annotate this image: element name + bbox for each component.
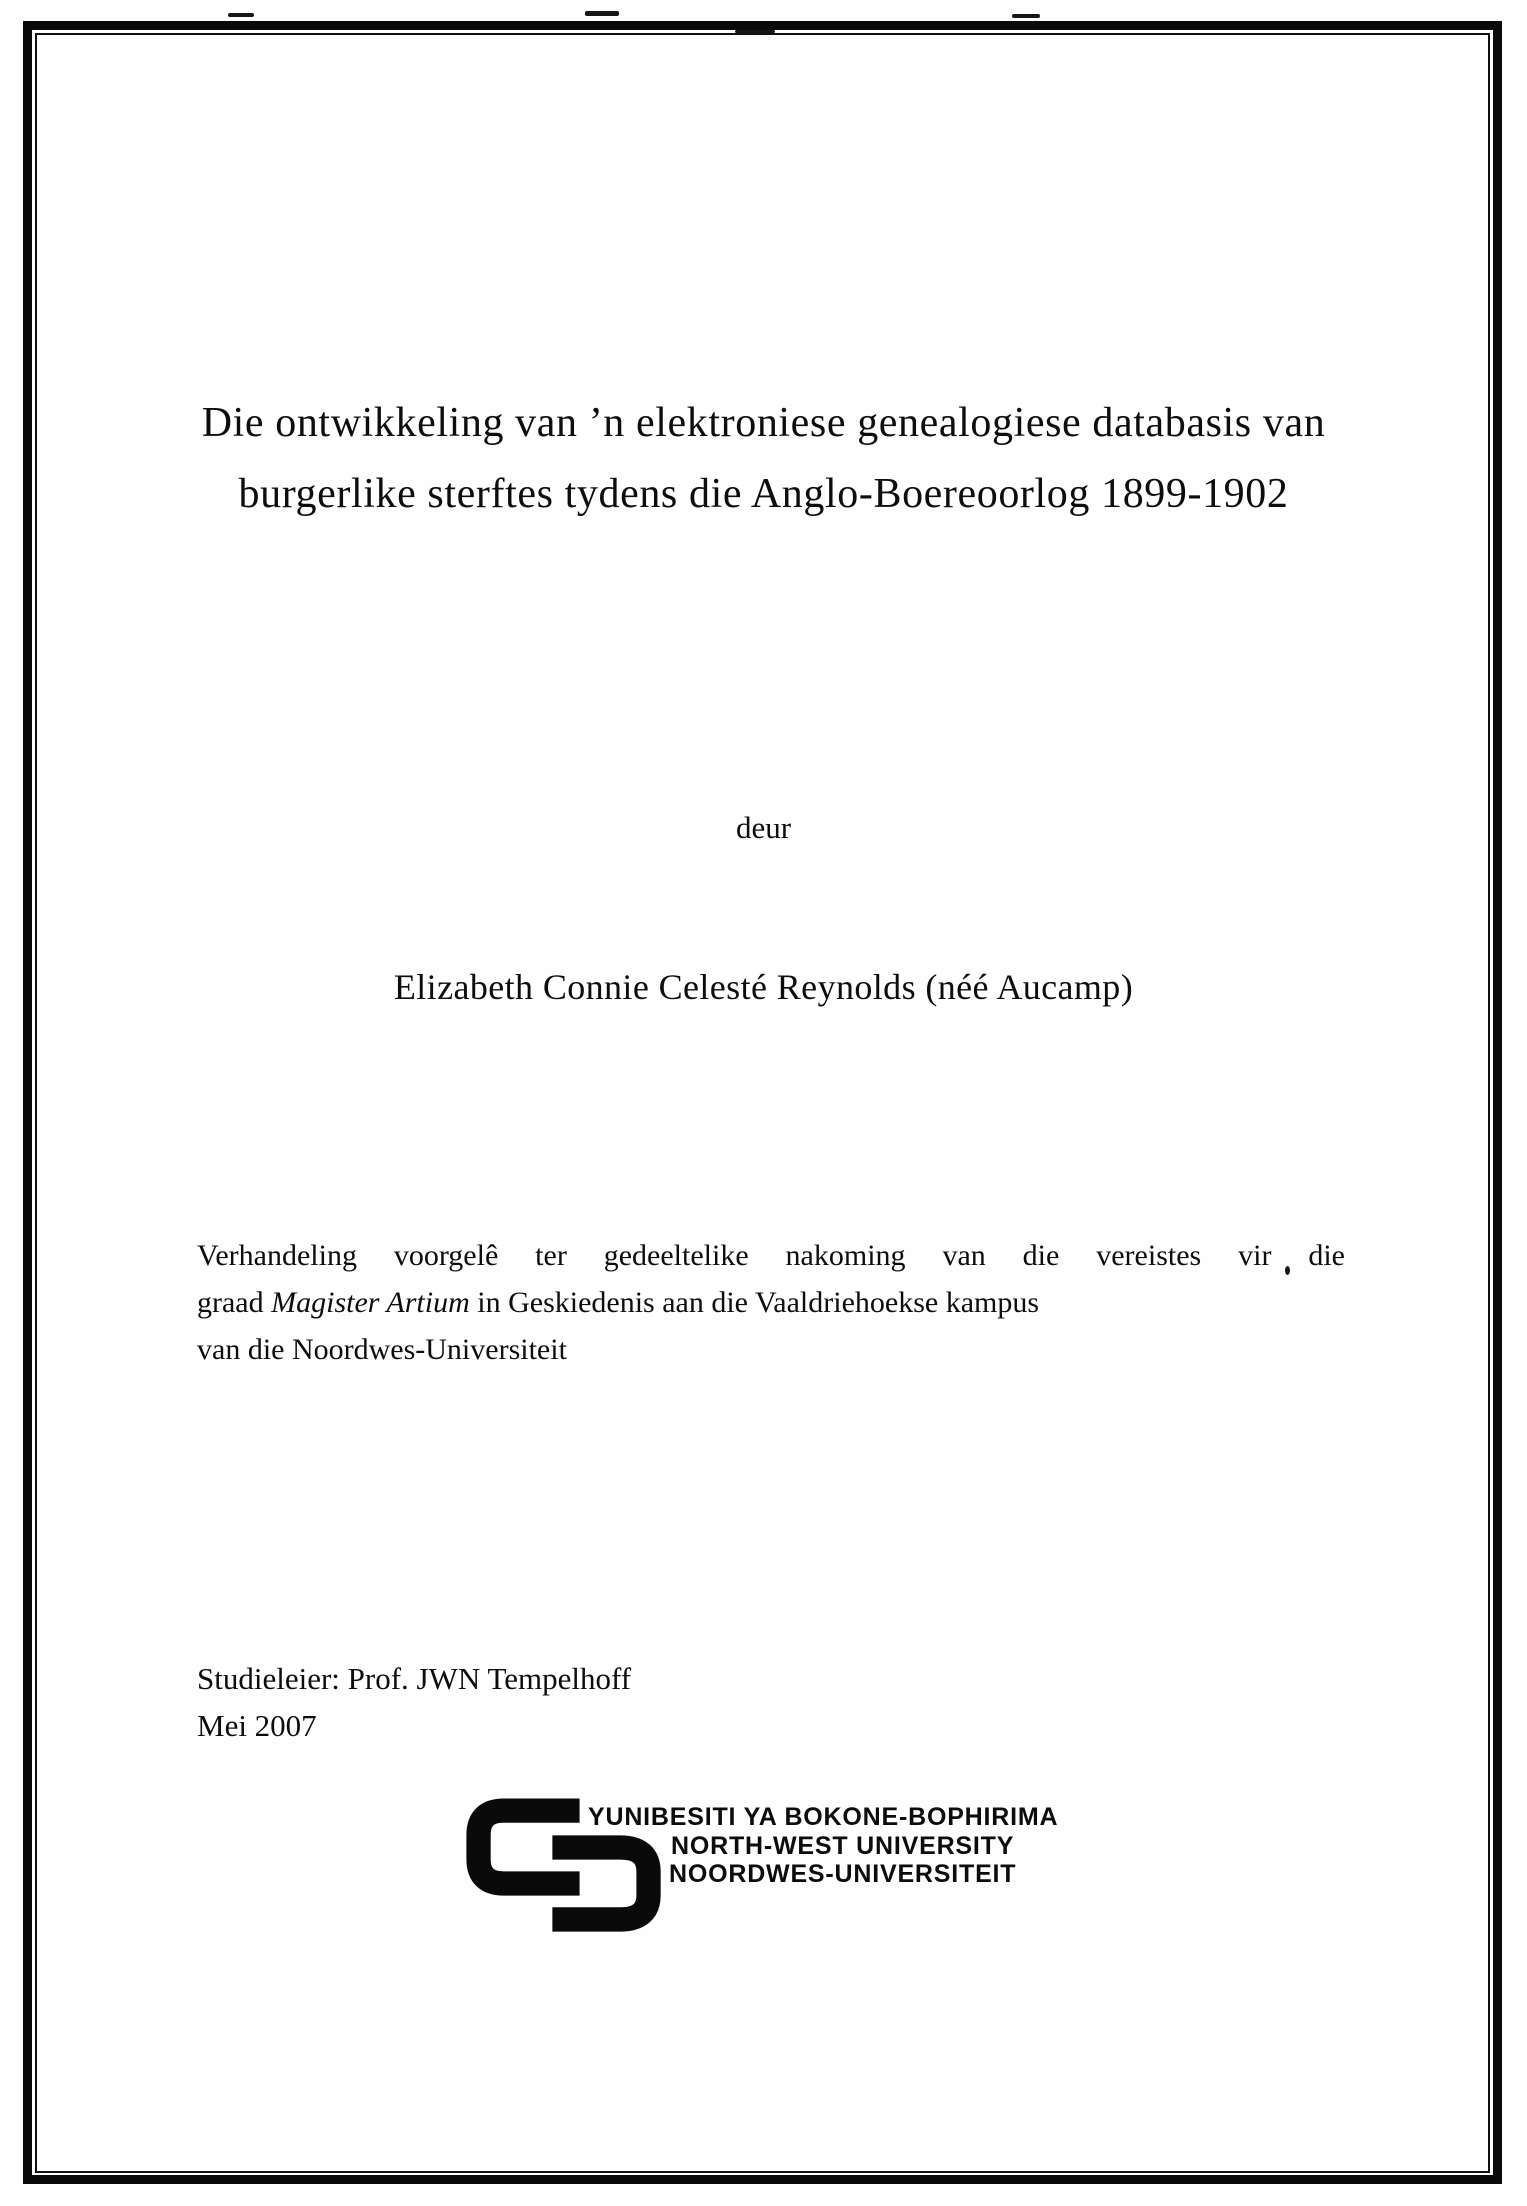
degree-statement-line-2 xyxy=(197,1279,1345,1326)
degree-statement xyxy=(197,1232,1345,1373)
scan-artifact xyxy=(1012,14,1040,18)
university-logo xyxy=(464,1796,1084,1941)
date-line: Mei 2007 xyxy=(197,1708,317,1743)
byline-label: deur xyxy=(735,810,792,845)
university-name-setswana: YUNIBESITI YA BOKONE-BOPHIRIMA xyxy=(588,1803,1059,1831)
degree-statement-line-2-prefix: graad xyxy=(197,1286,272,1319)
thesis-title-line-1: Die ontwikkeling van ’n elektroniese genealogiese databasis van xyxy=(201,400,1326,446)
supervisor-block xyxy=(197,1655,631,1749)
degree-name-italic: Magister Artium xyxy=(271,1286,470,1319)
university-name-afrikaans: NOORDWES-UNIVERSITEIT xyxy=(669,1860,1017,1888)
supervisor-line: Studieleier: Prof. JWN Tempelhoff xyxy=(197,1661,632,1696)
scan-artifact xyxy=(228,13,254,17)
scan-artifact xyxy=(585,11,619,16)
degree-statement-line-3: van die Noordwes-Universiteit xyxy=(197,1333,567,1366)
degree-statement-line-1: Verhandeling voorgelê ter gedeeltelike nakoming van die vereistes vir die xyxy=(197,1239,1345,1272)
thesis-title-line-2: burgerlike sterftes tydens die Anglo-Boereoorlog 1899-1902 xyxy=(238,471,1289,517)
scan-artifact xyxy=(735,30,775,33)
university-name-english: NORTH-WEST UNIVERSITY xyxy=(671,1832,1015,1860)
author-name: Elizabeth Connie Celesté Reynolds (néé Aucamp) xyxy=(393,967,1134,1007)
degree-statement-line-2-suffix: in Geskiedenis aan die Vaaldriehoekse kampus xyxy=(469,1286,1040,1319)
